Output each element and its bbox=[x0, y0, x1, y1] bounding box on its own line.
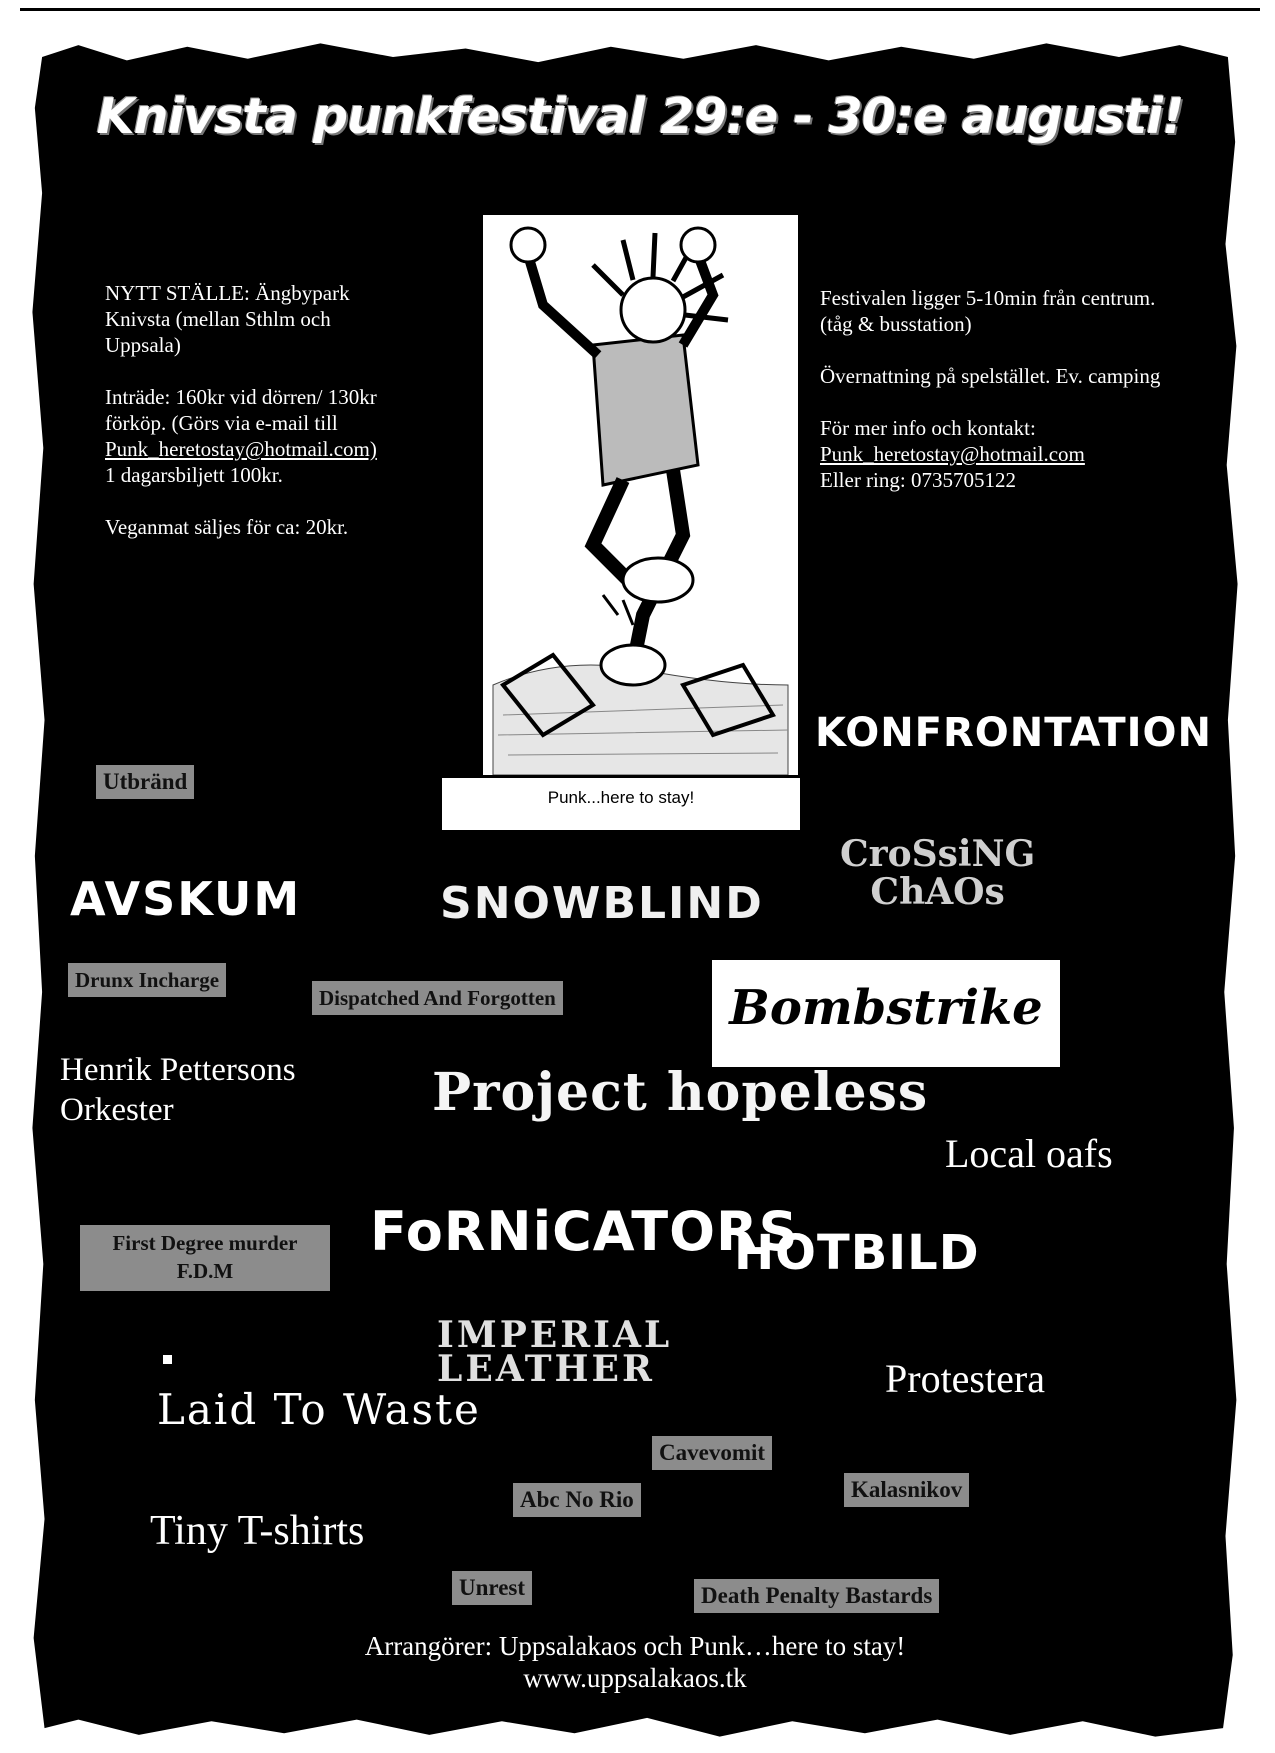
band-fdm-line: First Degree murder bbox=[112, 1231, 298, 1255]
punk-figure-illustration bbox=[483, 215, 798, 775]
venue-block bbox=[105, 280, 445, 358]
band-dispatched-and-forgotten: Dispatched And Forgotten bbox=[312, 981, 563, 1015]
venue-line: Knivsta (mellan Sthlm och bbox=[105, 307, 331, 331]
website-link[interactable]: www.uppsalakaos.tk bbox=[523, 1663, 747, 1693]
top-rule bbox=[20, 8, 1260, 11]
contact-email-link[interactable]: Punk_heretostay@hotmail.com bbox=[820, 442, 1085, 466]
band-local-oafs: Local oafs bbox=[945, 1131, 1113, 1176]
band-cavevomit: Cavevomit bbox=[652, 1436, 772, 1470]
band-protestera: Protestera bbox=[885, 1356, 1045, 1401]
band-konfrontation: KONFRONTATION bbox=[815, 710, 1212, 756]
venue-line: Uppsala) bbox=[105, 333, 181, 357]
band-fornicators: FoRNiCATORS bbox=[370, 1200, 799, 1263]
band-kalasnikov: Kalasnikov bbox=[844, 1473, 969, 1507]
band-crossing-chaos-line: ChAOs bbox=[870, 871, 1005, 913]
contact-info bbox=[820, 285, 1220, 519]
phone-line: Eller ring: 0735705122 bbox=[820, 468, 1016, 492]
vegan-food-line: Veganmat säljes för ca: 20kr. bbox=[105, 515, 349, 539]
venue-info bbox=[105, 280, 445, 566]
price-line: förköp. (Görs via e-mail till bbox=[105, 411, 338, 435]
band-henrik-pettersons-orkester bbox=[60, 1050, 296, 1130]
band-hotbild: HOTBILD bbox=[734, 1225, 980, 1281]
price-line: Inträde: 160kr vid dörren/ 130kr bbox=[105, 385, 377, 409]
band-tiny-t-shirts: Tiny T-shirts bbox=[150, 1508, 365, 1554]
price-block bbox=[105, 384, 445, 488]
festival-title: Knivsta punkfestival 29:e - 30:e augusti! bbox=[96, 88, 1184, 145]
band-imperial-line: IMPERIAL bbox=[437, 1314, 673, 1356]
band-avskum: AVSKUM bbox=[70, 872, 302, 926]
location-line: (tåg & busstation) bbox=[820, 312, 972, 336]
bullet-dot bbox=[163, 1355, 172, 1364]
band-henrik-line: Orkester bbox=[60, 1092, 174, 1128]
organizers-line: Arrangörer: Uppsalakaos och Punk…here to stay! bbox=[364, 1631, 906, 1661]
band-snowblind: SNOWBLIND bbox=[440, 878, 764, 929]
band-imperial-leather bbox=[437, 1314, 673, 1390]
band-death-penalty-bastards: Death Penalty Bastards bbox=[694, 1579, 939, 1613]
band-project-hopeless: Project hopeless bbox=[432, 1062, 929, 1123]
band-bombstrike-box bbox=[712, 960, 1060, 1067]
band-crossing-chaos bbox=[840, 835, 1035, 911]
band-laid-to-waste: Laid To Waste bbox=[157, 1385, 481, 1434]
band-first-degree-murder bbox=[80, 1225, 330, 1291]
location-block bbox=[820, 285, 1220, 337]
band-unrest: Unrest bbox=[452, 1571, 532, 1605]
band-drunx-incharge: Drunx Incharge bbox=[68, 963, 226, 997]
band-henrik-line: Henrik Pettersons bbox=[60, 1052, 296, 1088]
contact-heading: För mer info och kontakt: bbox=[820, 416, 1036, 440]
presale-email-link[interactable]: Punk_heretostay@hotmail.com) bbox=[105, 437, 377, 461]
location-line: Festivalen ligger 5-10min från centrum. bbox=[820, 286, 1156, 310]
band-abc-no-rio: Abc No Rio bbox=[513, 1483, 641, 1517]
punk-figure-icon bbox=[483, 215, 798, 775]
sleeping-line: Övernattning på spelstället. Ev. camping bbox=[820, 364, 1161, 388]
band-utbrand: Utbränd bbox=[96, 765, 194, 799]
band-fdm-line: F.D.M bbox=[176, 1259, 234, 1283]
band-crossing-chaos-line: CroSsiNG bbox=[840, 833, 1036, 875]
contact-block bbox=[820, 415, 1220, 493]
artwork-caption: Punk...here to stay! bbox=[442, 778, 800, 830]
band-imperial-line: LEATHER bbox=[437, 1348, 655, 1390]
venue-line: NYTT STÄLLE: Ängbypark bbox=[105, 281, 350, 305]
footer bbox=[200, 1630, 1070, 1694]
band-bombstrike: Bombstrike bbox=[729, 980, 1043, 1036]
day-ticket-line: 1 dagarsbiljett 100kr. bbox=[105, 463, 283, 487]
